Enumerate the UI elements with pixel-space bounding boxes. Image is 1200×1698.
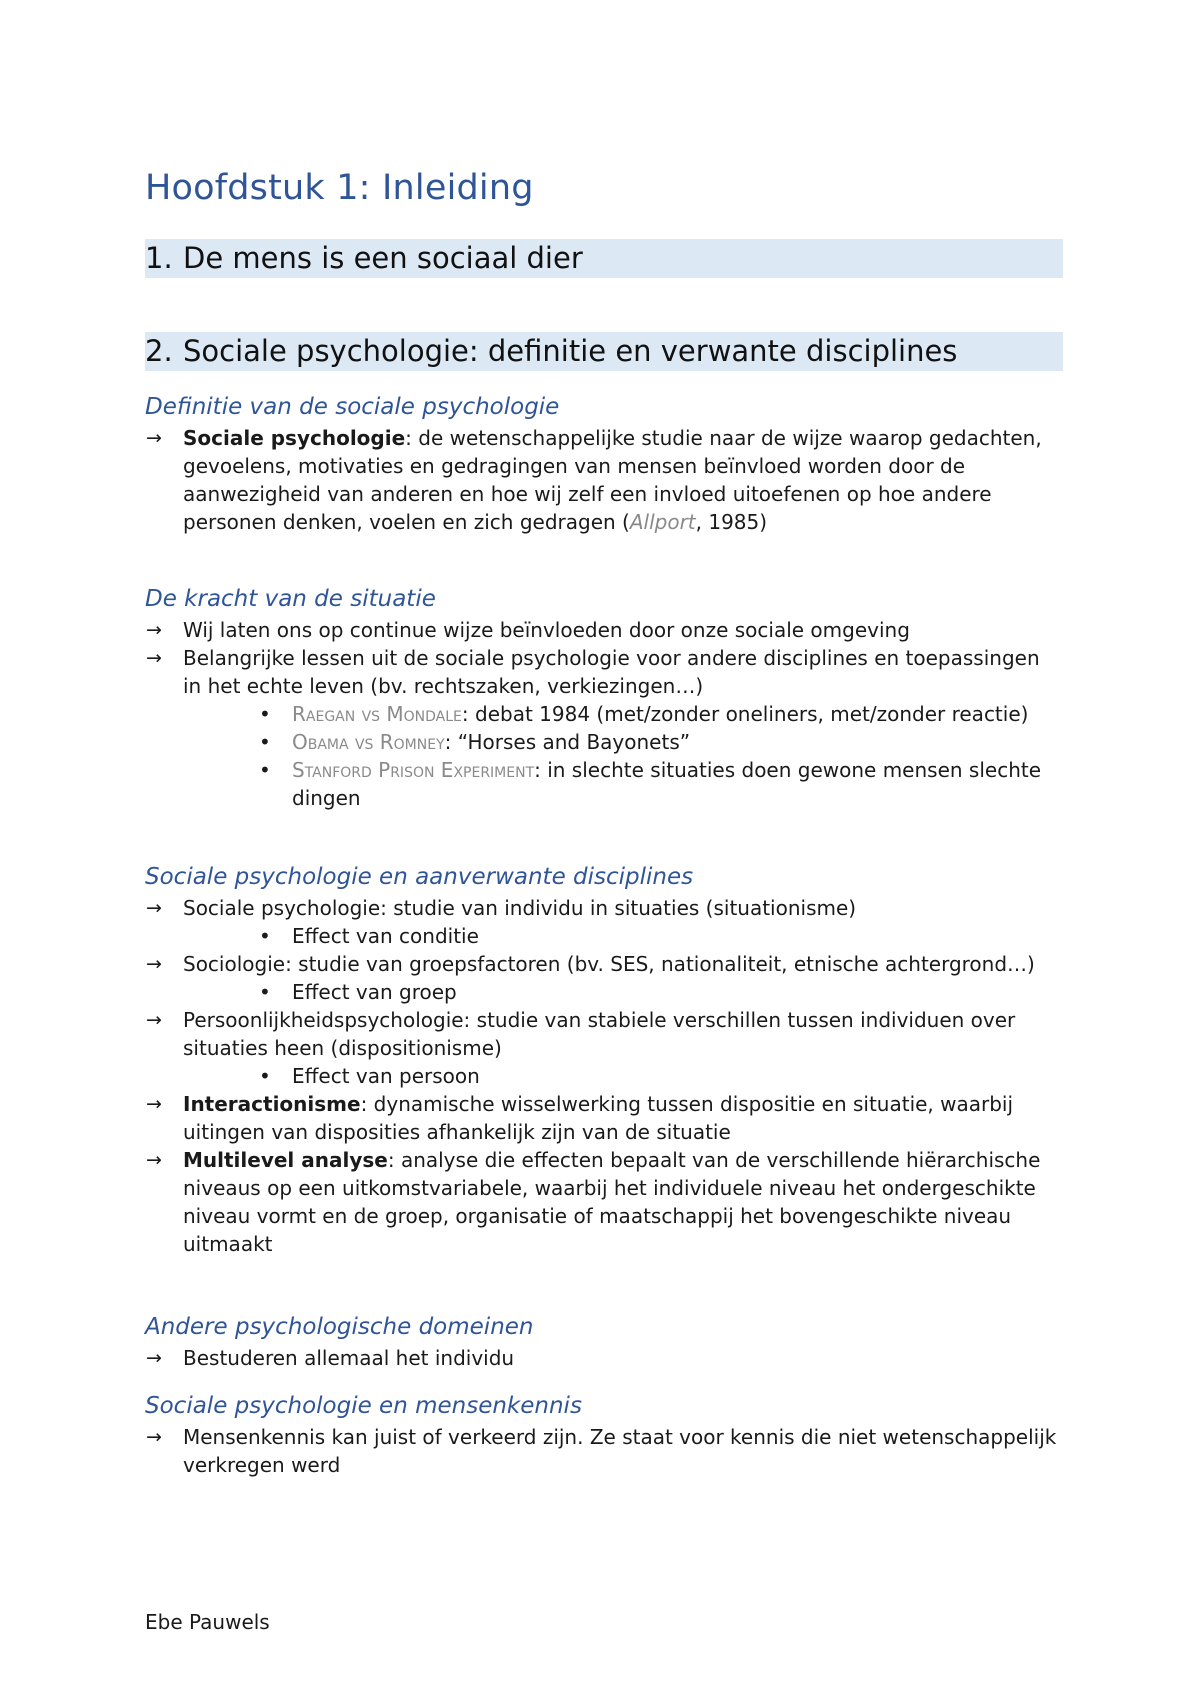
page-title: Hoofdstuk 1: Inleiding bbox=[145, 168, 534, 208]
section-heading-1 bbox=[145, 239, 1063, 278]
bullet-text: Effect van persoon bbox=[292, 1064, 480, 1088]
bullet-text: Effect van conditie bbox=[292, 924, 479, 948]
list-item bbox=[145, 616, 1063, 644]
section-number: 1. bbox=[145, 241, 173, 275]
definition-text: : de wetenschappelijke studie naar de wijze waarop gedachten, gevoelens, motivaties en gedragingen van mensen beïnvloed worden door de aanwezigheid van anderen en hoe wij zelf een invloed uitoefenen op hoe andere personen denken, voelen en zich gedragen ( bbox=[183, 426, 1042, 534]
list-item-text: Wij laten ons op continue wijze beïnvloeden door onze sociale omgeving bbox=[183, 618, 910, 642]
term-label: Multilevel analyse bbox=[183, 1148, 388, 1172]
list-item bbox=[145, 894, 1063, 922]
list-item bbox=[145, 1006, 1063, 1062]
example-text: : “Horses and Bayonets” bbox=[444, 730, 691, 754]
section-heading-2 bbox=[145, 332, 1063, 371]
subheading-aanverwant: Sociale psychologie en aanverwante disciplines bbox=[145, 864, 694, 890]
bullet-icon: • bbox=[259, 702, 271, 726]
example-text: : in slechte situaties doen gewone mensen slechte dingen bbox=[292, 758, 1042, 810]
section-label: Sociale psychologie: definitie en verwante disciplines bbox=[183, 334, 958, 368]
bullet-item bbox=[145, 700, 1063, 728]
list-item bbox=[145, 1090, 1063, 1146]
aanverwant-block bbox=[145, 894, 1063, 1258]
term-label: Sociale psychologie bbox=[183, 426, 406, 450]
section-number: 2. bbox=[145, 334, 173, 368]
list-item bbox=[145, 1146, 1063, 1258]
bullet-item bbox=[145, 728, 1063, 756]
term-label: Interactionisme bbox=[183, 1092, 361, 1116]
list-item-text: Sociologie: studie van groepsfactoren (bv. SES, nationaliteit, etnische achtergrond…) bbox=[183, 952, 1035, 976]
bullet-icon: • bbox=[259, 980, 271, 1004]
list-item-text: Belangrijke lessen uit de sociale psychologie voor andere disciplines en toepassingen in het echte leven (bv. rechtszaken, verkiezingen…) bbox=[183, 646, 1040, 698]
list-item-text: : dynamische wisselwerking tussen dispositie en situatie, waarbij uitingen van disposities afhankelijk zijn van de situatie bbox=[183, 1092, 1014, 1144]
example-name: Raegan vs Mondale bbox=[292, 702, 462, 726]
mensenkennis-block bbox=[145, 1423, 1063, 1479]
arrow-icon: → bbox=[146, 953, 162, 975]
subheading-definitie: Definitie van de sociale psychologie bbox=[145, 394, 560, 420]
bullet-icon: • bbox=[259, 924, 271, 948]
bullet-icon: • bbox=[259, 758, 271, 782]
subheading-kracht: De kracht van de situatie bbox=[145, 586, 436, 612]
definitie-block bbox=[145, 424, 1063, 536]
arrow-icon: → bbox=[146, 1149, 162, 1171]
list-item bbox=[145, 1423, 1063, 1479]
list-item-text: Bestuderen allemaal het individu bbox=[183, 1346, 515, 1370]
list-item-text: Mensenkennis kan juist of verkeerd zijn. Ze staat voor kennis die niet wetenschappelijk verkregen werd bbox=[183, 1425, 1057, 1477]
subheading-mensenkennis: Sociale psychologie en mensenkennis bbox=[145, 1393, 582, 1419]
bullet-item bbox=[145, 978, 1063, 1006]
arrow-icon: → bbox=[146, 897, 162, 919]
arrow-icon: → bbox=[146, 427, 162, 449]
author-citation: Allport bbox=[629, 510, 696, 534]
example-name: Stanford Prison Experiment bbox=[292, 758, 535, 782]
list-item-text: : analyse die effecten bepaalt van de verschillende hiërarchische niveaus op een uitkomstvariabele, waarbij het individuele niveau het ondergeschikte niveau vormt en de groep, organisatie of maatschappij het bovengeschikte niveau uitmaakt bbox=[183, 1148, 1041, 1256]
list-item-text: Persoonlijkheidspsychologie: studie van stabiele verschillen tussen individuen over situaties heen (dispositionisme) bbox=[183, 1008, 1016, 1060]
arrow-icon: → bbox=[146, 619, 162, 641]
andere-block bbox=[145, 1344, 1063, 1372]
example-name: Obama vs Romney bbox=[292, 730, 445, 754]
arrow-icon: → bbox=[146, 1009, 162, 1031]
bullet-item bbox=[145, 922, 1063, 950]
list-item-text: Sociale psychologie: studie van individu in situaties (situationisme) bbox=[183, 896, 857, 920]
arrow-icon: → bbox=[146, 647, 162, 669]
subheading-andere: Andere psychologische domeinen bbox=[145, 1314, 534, 1340]
bullet-item bbox=[145, 756, 1063, 812]
list-item bbox=[145, 1344, 1063, 1372]
arrow-icon: → bbox=[146, 1347, 162, 1369]
section-label: De mens is een sociaal dier bbox=[183, 241, 583, 275]
example-text: : debat 1984 (met/zonder oneliners, met/zonder reactie) bbox=[461, 702, 1029, 726]
bullet-item bbox=[145, 1062, 1063, 1090]
arrow-icon: → bbox=[146, 1426, 162, 1448]
list-item bbox=[145, 950, 1063, 978]
page-footer-author: Ebe Pauwels bbox=[145, 1610, 270, 1634]
bullet-text: Effect van groep bbox=[292, 980, 457, 1004]
arrow-icon: → bbox=[146, 1093, 162, 1115]
bullet-icon: • bbox=[259, 730, 271, 754]
bullet-icon: • bbox=[259, 1064, 271, 1088]
kracht-block bbox=[145, 616, 1063, 812]
list-item bbox=[145, 644, 1063, 700]
definition-year: , 1985) bbox=[695, 510, 768, 534]
list-item bbox=[145, 424, 1063, 536]
